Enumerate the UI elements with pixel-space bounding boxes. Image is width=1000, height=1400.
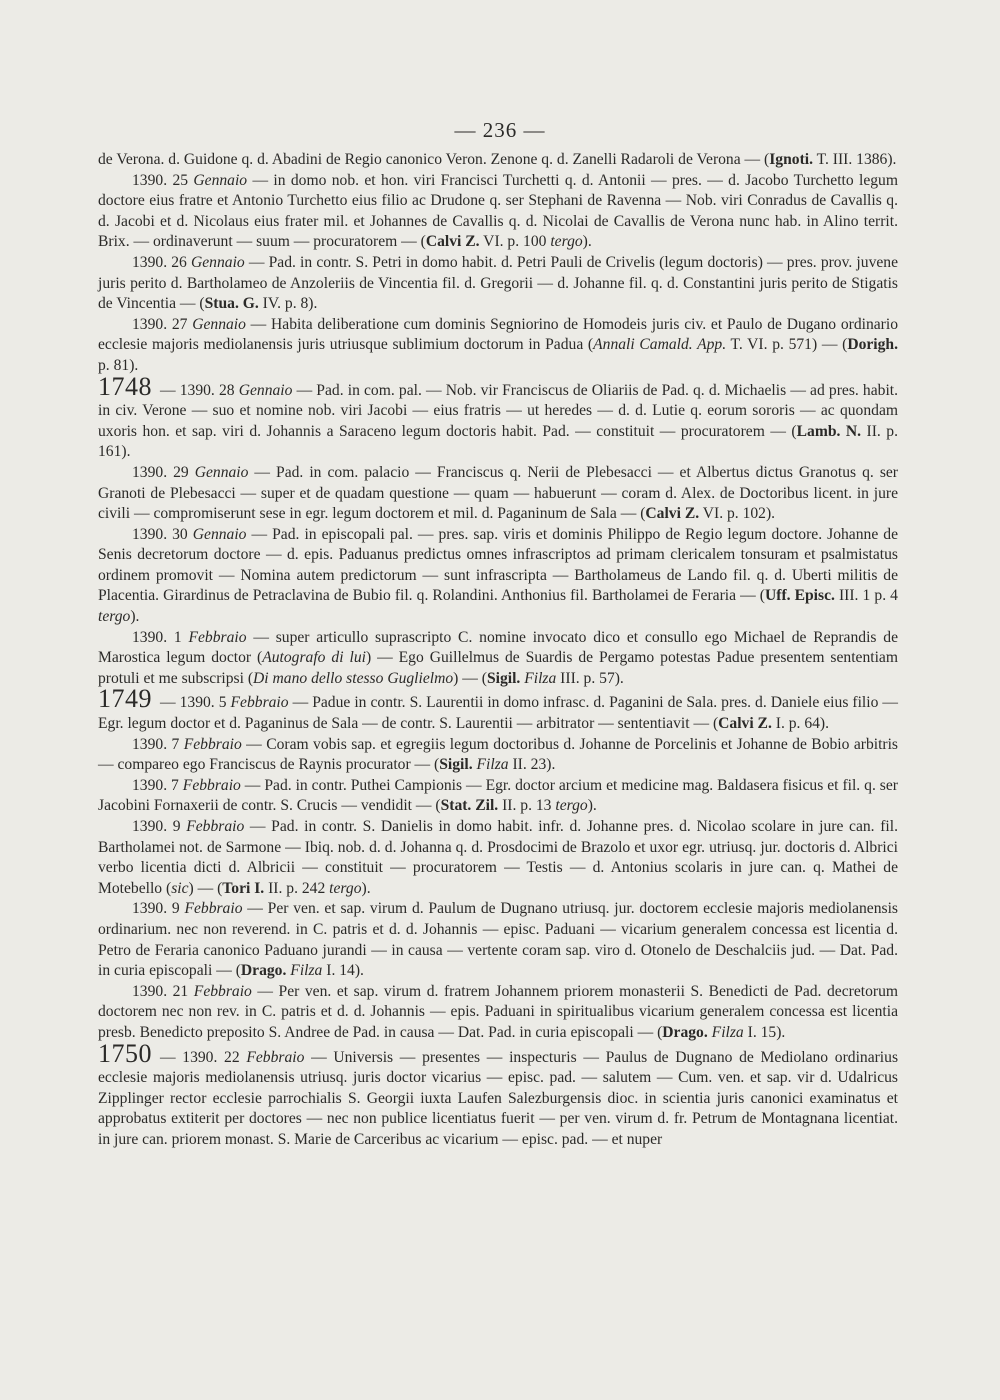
text-run: VI. p. 100: [479, 233, 551, 251]
source-reference: Calvi Z.: [425, 233, 480, 251]
source-reference: Calvi Z.: [645, 505, 700, 523]
text-run: 1390. 26: [132, 253, 191, 271]
text-run: 1390. 7: [132, 776, 183, 794]
entry-paragraph: [98, 684, 898, 734]
text-run: de Verona. d. Guidone q. d. Abadini de Regio canonico Veron. Zenone q. d. Zanelli Radaroli de Verona — (: [98, 151, 770, 168]
italic-text: Gennaio: [191, 253, 245, 271]
text-run: — Per ven. et sap. virum d. Paulum de Dugnano utriusq. jur. doctorem ecclesie majoris mediolanensis ordinarium. nec non reverend. in C. patris et d. d. Johannis — episc. Paduani — vicarium generalem concessa est licentia d. Petro de Feraria canonico Paduano jurandi — in causa — vertente coram sap. viro d. Otonelo de Deschalciis jud. — Dat. Pad. in curia episcopali — (: [98, 900, 898, 980]
text-run: — in domo nob. et hon. viri Francisci Turchetti q. d. Antonii — pres. — d. Jacobo Turchetto legum doctore eius fratre et Antonio Turchetto eius filio ac Drudone q. ser Stephani de Ravenna — Nob. viri Conradus de Cavallis q. d. Jacobi et d. Nicolaus eius frater mil. et Johannes de Cavallis q. d. Nicolai de Cavallis de Verona nunc hab. in Alino territ. Brix. — ordinaverunt — suum — procuratorem — (: [98, 171, 898, 251]
text-run: 1390. 27: [132, 315, 193, 333]
text-run: — Coram vobis sap. et egregiis legum doctoribus d. Johanne de Porcelinis et Johanne de Bobio arbitris — compareo ego Franciscus de Raynis procurator — (: [98, 735, 898, 774]
text-run: 1390. 9: [132, 900, 185, 918]
text-run: II. p. 242: [264, 879, 330, 897]
text-run: II. p. 161).: [98, 422, 899, 461]
text-run: — Pad. in contr. Puthei Campionis — Egr. doctor arcium et medicine mag. Baldasera fisicus et fil. q. ser Jacobini Fornaxerii de contr. S. Crucis — vendidit — (: [98, 776, 898, 815]
italic-text: tergo: [555, 797, 588, 815]
text-run: ) — (: [453, 669, 487, 687]
source-reference: Sigil.: [486, 669, 521, 687]
text-run: 1390. 9: [132, 818, 187, 835]
text-run: T. VI. p. 571) — (: [726, 336, 848, 354]
text-run: — super articullo suprascripto C. nomine invocato dico et consullo ego Michael de Reprandis de Marostica legum doctor (: [98, 628, 898, 667]
entry-paragraph: [98, 776, 898, 817]
source-reference: Drago.: [662, 1023, 708, 1041]
entry-paragraph: [98, 1038, 899, 1151]
text-run: — Pad. in com. pal. — Nob. vir Franciscus de Oliariis de Pad. q. d. Michaelis — ad pres. habit. in civ. Verone — suo et nomine nob. viri Jacobi — eius fratris — ut heredes — d. d. Lutie q. eorum sororis — ac quondam uxoris hon. et sap. viri d. Johannis a Saraceno legum doctoris habit. Pad. — constituit — procuratorem — (: [98, 381, 899, 440]
text-run: III. p. 57).: [556, 669, 624, 687]
source-reference: Uff. Episc.: [764, 587, 835, 605]
text-run: I. 15).: [743, 1023, 786, 1041]
source-reference: Calvi Z.: [718, 715, 772, 733]
source-reference: Tori I.: [222, 879, 265, 897]
source-reference: Stat. Zil.: [440, 797, 499, 815]
entry-paragraph: [98, 463, 898, 525]
text-run: — Per ven. et sap. virum d. fratrem Johannem priorem monasterii S. Benedicti de Pad. decretorum doctorem nec non rev. in C. patris et d. d. Johannis — epis. Paduani in spiritualibus vicarium generalem concessa est licentia presb. Benedicto preposito S. Andree de Pad. in causa — Dat. Pad. in curia episcopali — (: [98, 982, 898, 1041]
italic-text: Febbraio: [188, 628, 247, 646]
italic-text: Febbraio: [183, 735, 242, 753]
entry-paragraph: [98, 150, 898, 171]
text-run: 1390. 29: [132, 463, 195, 481]
italic-text: Febbraio: [182, 776, 241, 794]
text-run: — Pad. in contr. S. Danielis in domo habit. infr. d. Johanne pres. d. Nicolao scolare in jure can. fil. Bartholamei not. de Sarmone — Ibiq. nob. d. d. Johanna q. d. Prosdocimi de Brazolo et uxor egr. utriusq. jur. doctoris d. Albrici verbo licentia dicti d. Albricii — constituit — procuratorem — Testis — d. Antonius scolaris in jure can. q. Mathei de Motebello (: [98, 818, 898, 897]
text-run: 1390. 1: [132, 628, 189, 646]
italic-text: Gennaio: [238, 381, 293, 399]
entry-paragraph: [98, 899, 898, 981]
italic-text: Gennaio: [193, 171, 248, 189]
italic-text: Febbraio: [193, 982, 252, 1000]
italic-text: Febbraio: [184, 900, 243, 918]
entry-paragraph: [98, 315, 898, 377]
text-run: ).: [130, 608, 140, 626]
italic-text: Gennaio: [194, 463, 249, 481]
italic-text: Annali Camald. App.: [593, 336, 727, 354]
source-reference: Stua. G.: [204, 295, 259, 313]
italic-text: Gennaio: [192, 525, 247, 543]
source-reference: Dorigh.: [847, 336, 898, 354]
text-run: ).: [587, 797, 597, 815]
entry-paragraph: [98, 982, 898, 1044]
entry-paragraph: [98, 171, 898, 253]
italic-text: Filza: [711, 1023, 744, 1041]
italic-text: Febbraio: [246, 1048, 305, 1066]
text-run: II. 23).: [508, 756, 556, 774]
entry-paragraph: [98, 253, 898, 315]
entry-paragraph: [98, 525, 898, 628]
text-run: T. III. 1386).: [813, 151, 897, 168]
text-run: — Pad. in contr. S. Petri in domo habit. d. Petri Pauli de Crivelis (legum doctoris) — pres. prov. juvene juris perito d. Bartholameo de Anzoleriis de Vincentia fil. d. Gregorii — d. Johanne fil. q. d. Constantini juris perito de Stigatis de Vincentia — (: [98, 253, 899, 313]
italic-text: Filza: [290, 962, 323, 980]
italic-text: tergo: [550, 233, 583, 251]
text-run: 1390. 21: [132, 982, 194, 1000]
source-reference: Lamb. N.: [796, 422, 862, 440]
italic-text: Gennaio: [192, 315, 246, 333]
italic-text: Di mano dello stesso Guglielmo: [253, 669, 454, 687]
text-run: VI. p. 102).: [699, 505, 776, 523]
source-reference: Sigil.: [439, 756, 473, 774]
text-run: ).: [361, 879, 371, 897]
italic-text: tergo: [329, 879, 362, 897]
document-number: 1748: [98, 371, 152, 401]
italic-text: Febbraio: [230, 694, 289, 712]
page-number: — 236 —: [454, 118, 546, 142]
source-reference: Ignoti.: [769, 151, 813, 168]
italic-text: sic: [171, 879, 189, 897]
italic-text: tergo: [98, 608, 131, 626]
text-run: — Habita deliberatione cum dominis Segniorino de Homodeis juris civ. et Paulo de Dugano ordinario ecclesie majoris mediolanensis juris utriusque sublimium doctorum in Padua (: [98, 315, 898, 354]
text-run: ) — (: [188, 879, 223, 897]
text-run: — 1390. 28: [160, 381, 239, 399]
text-run: — 1390. 5: [160, 694, 231, 712]
entry-paragraph: [98, 628, 898, 690]
text-body: [98, 150, 898, 1151]
entry-paragraph: [98, 371, 899, 463]
text-run: I. p. 64).: [771, 715, 830, 733]
text-run: — 1390. 22: [160, 1048, 247, 1066]
entry-paragraph: [98, 817, 898, 899]
text-run: 1390. 30: [132, 525, 193, 543]
text-run: p. 81).: [98, 356, 139, 374]
text-run: ) — Ego Guillelmus de Suardis de Pergamo potestas Padue presentem sententiam protuli et me subscripsi (: [98, 649, 898, 687]
italic-text: Autografo di lui: [262, 649, 366, 667]
italic-text: Filza: [524, 669, 557, 687]
text-run: — Universis — presentes — inspecturis — Paulus de Dugnano de Mediolano ordinarius ecclesie majoris mediolanensis utriusq. juris doctor vicarius — episc. pad. — salutem — Cum. ven. et sap. vir d. Udalricus Zipplinger rector ecclesie parrochialis S. Georgii iuxta Laufen Salezburgensis dioc. in scientia juris canonici examinatus et approbatus extiterit per doctores — nec non publice licentiatus fuerit — per ven. virum d. fr. Petrum de Montagnana licentiat. in jure can. priorem monast. S. Marie de Carceribus ac vicarium — episc. pad. — et nuper: [98, 1048, 899, 1148]
text-run: IV. p. 8).: [258, 295, 318, 313]
italic-text: Febbraio: [186, 818, 245, 835]
document-number: 1750: [98, 1038, 152, 1068]
text-run: II. p. 13: [498, 797, 556, 815]
text-run: I. 14).: [322, 962, 364, 980]
text-run: III. 1 p. 4: [834, 587, 898, 605]
text-run: — Pad. in com. palacio — Franciscus q. Nerii de Plebesacci — et Albertus dictus Granotus q. ser Granoti de Plebesacci — super et de quadam questione — quam — habuerunt — coram d. Alex. de Doctoribus licent. in jure civili — compromiserunt sese in egr. legum doctorem et mil. d. Paganinum de Sala — (: [98, 463, 899, 523]
text-run: — Padue in contr. S. Laurentii in domo infrasc. d. Paganini de Sala. pres. d. Daniele eius filio — Egr. legum doctor et d. Paganinus de Sala — de contr. S. Laurentii — arbitrator — sententiavit — (: [98, 694, 898, 733]
text-run: 1390. 25: [132, 171, 194, 189]
document-number: 1749: [98, 684, 152, 714]
source-reference: Drago.: [240, 962, 287, 980]
entry-paragraph: [98, 735, 898, 776]
text-run: — Pad. in episcopali pal. — pres. sap. viris et dominis Philippo de Regio legum doctore. Johanne de Senis decretorum doctore — d. epis. Paduanus predictus omnes infrascriptos ad primam clericalem tonsuram et psalmistatus ordinem promovit — Nomina autem predictorum — sunt infrascripta — Bartholameus de Lando fil. q. d. Uberti militis de Placentia. Girardinus de Petraclavina de Bubio fil. q. Rolandini. Anthonius fil. Bartholamei de Feraria — (: [98, 525, 898, 605]
text-run: 1390. 7: [132, 735, 184, 753]
text-run: ).: [582, 233, 592, 251]
italic-text: Filza: [476, 756, 509, 774]
